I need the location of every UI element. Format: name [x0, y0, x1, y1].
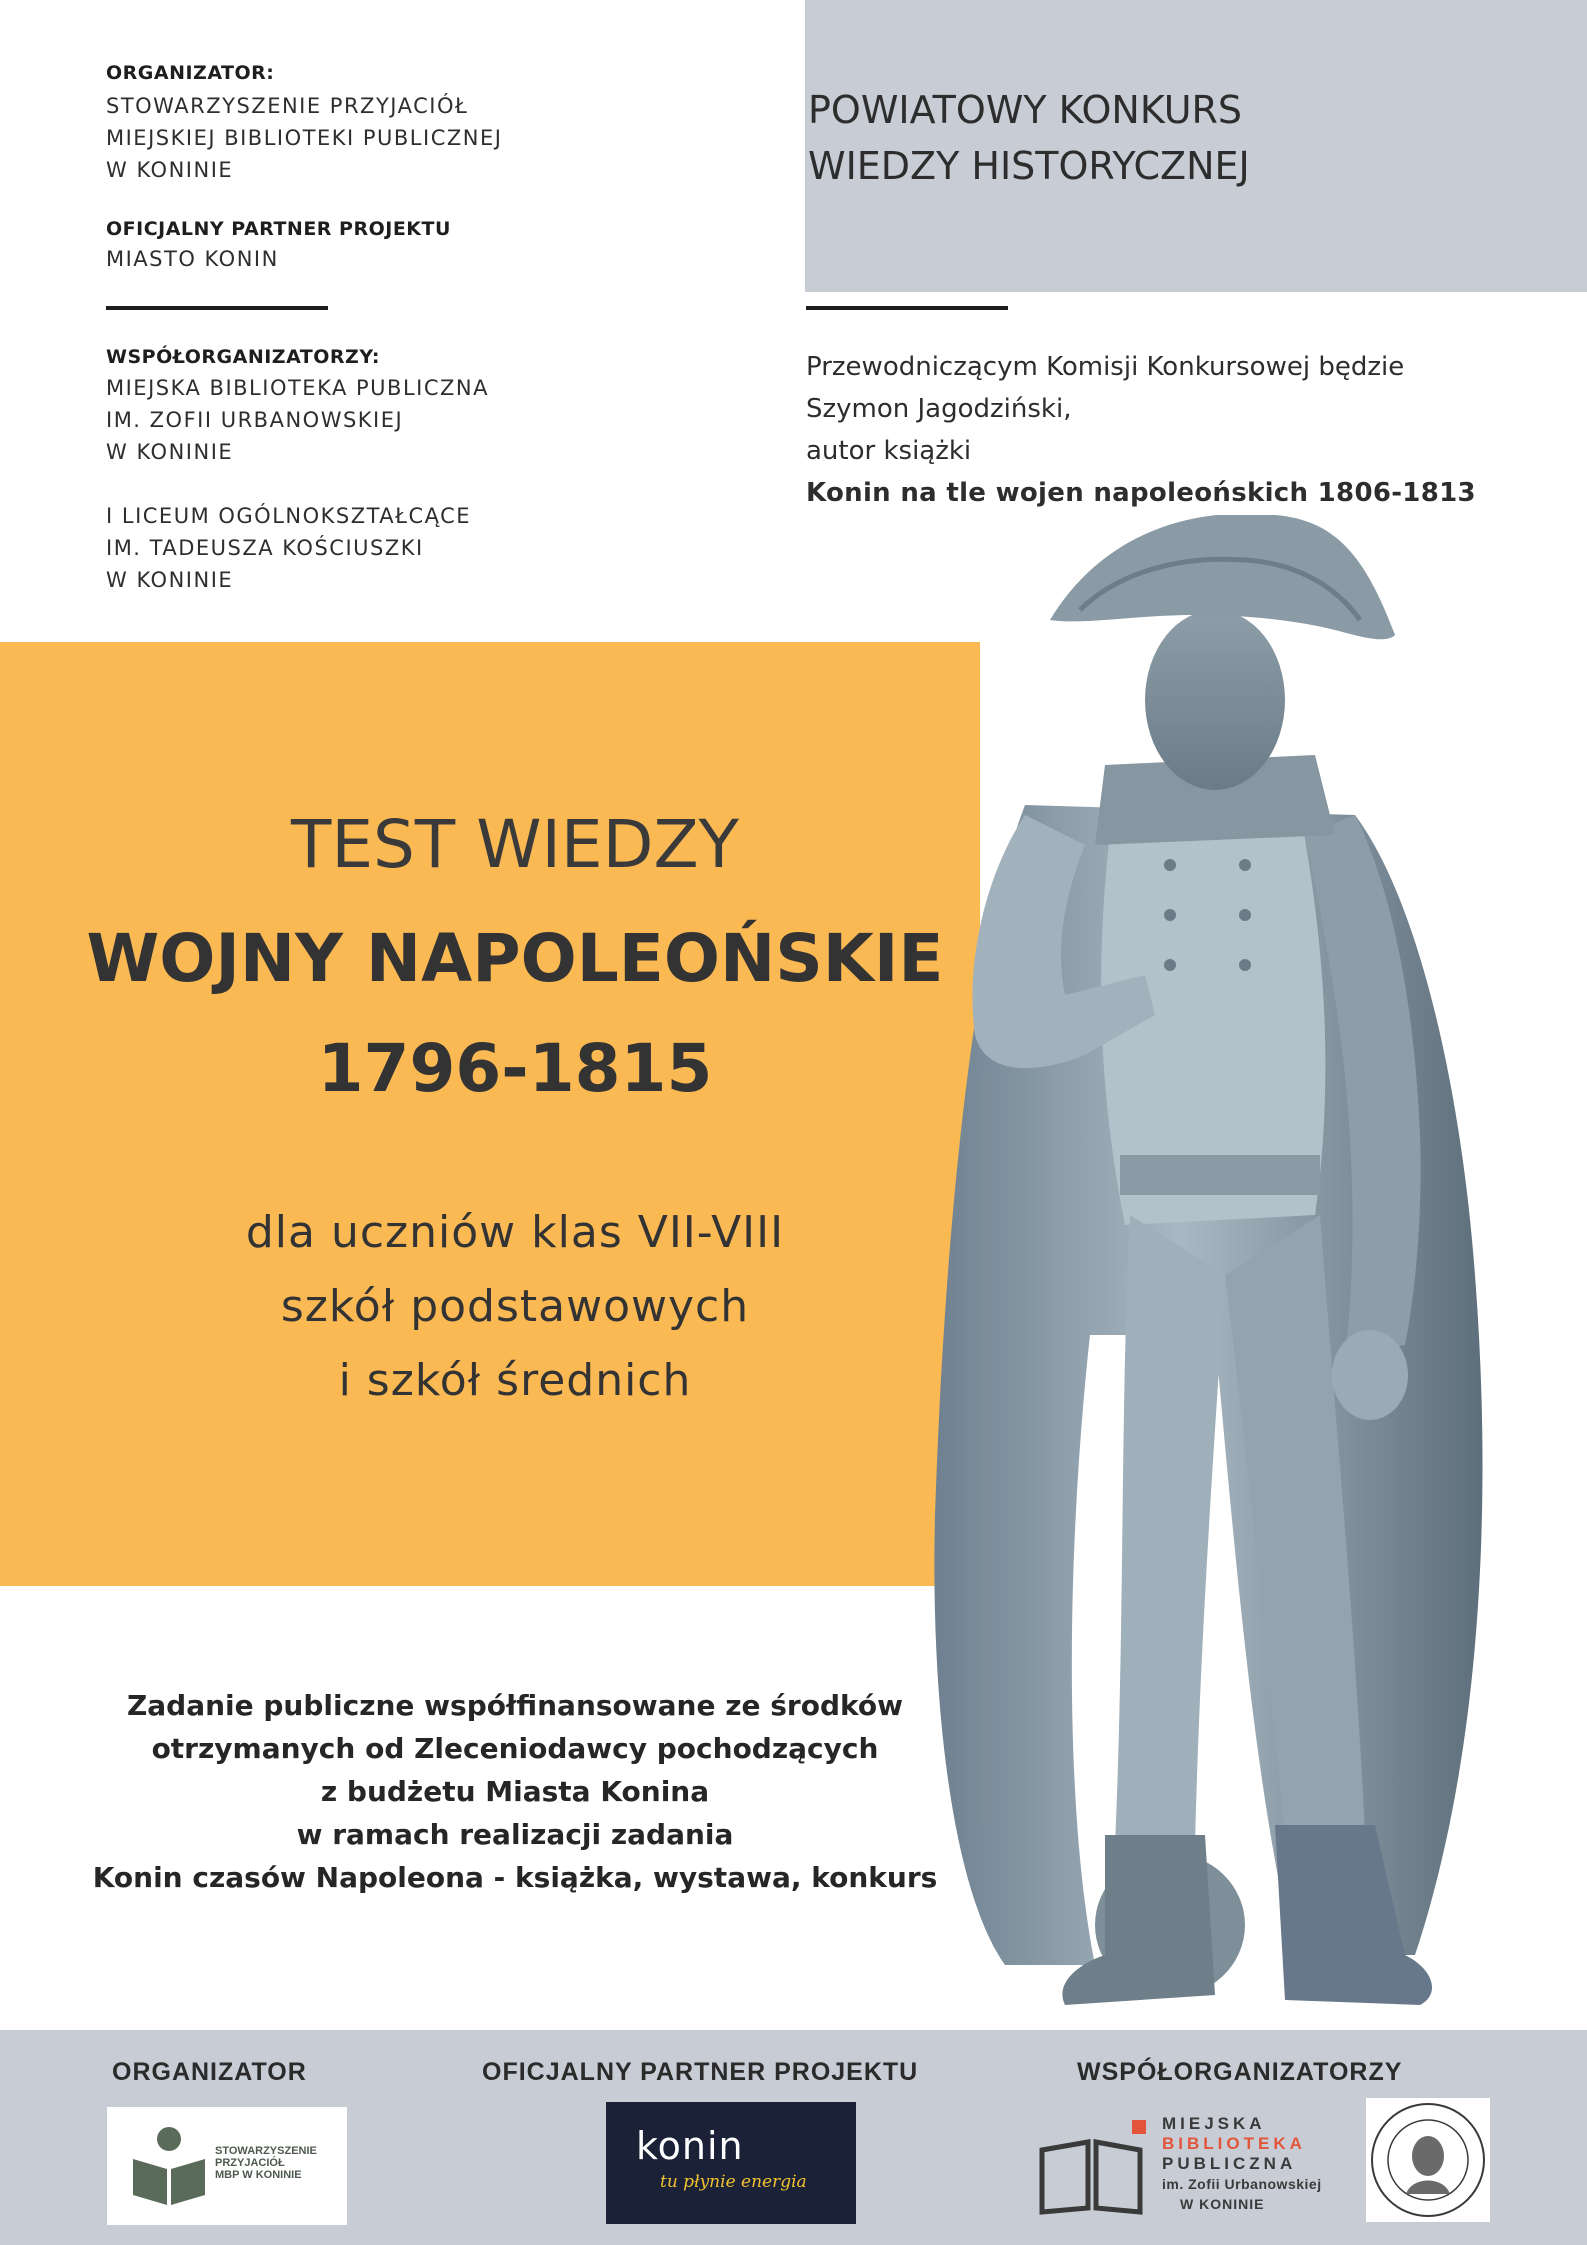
- coorganizer-mbp: [106, 372, 489, 468]
- organizer-line: W KONINIE: [106, 158, 234, 182]
- contest-title: [808, 82, 1250, 194]
- test-label: TEST WIEDZY: [291, 806, 739, 883]
- coorganizer-line: IM. ZOFII URBANOWSKIEJ: [106, 408, 404, 432]
- logo-text-line: W KONINIE: [1180, 2196, 1265, 2212]
- divider: [106, 306, 328, 310]
- footer-partner-label: OFICJALNY PARTNER PROJEKTU: [482, 2058, 919, 2086]
- mbp-logo-text: [1162, 2114, 1322, 2214]
- footer-organizer-label: ORGANIZATOR: [112, 2058, 307, 2086]
- coorganizer-line: I LICEUM OGÓLNOKSZTAŁCĄCE: [106, 504, 472, 528]
- orange-panel: [0, 642, 980, 1586]
- konin-logo-word: konin: [636, 2124, 744, 2168]
- jury-line: Przewodniczącym Komisji Konkursowej będzie: [806, 352, 1405, 382]
- logo-text-line: PUBLICZNA: [1162, 2154, 1297, 2173]
- school-seal-icon: [1366, 2098, 1490, 2222]
- stowarzyszenie-logo-text: [215, 2145, 317, 2181]
- book-reader-icon: [129, 2125, 209, 2207]
- funding-line: otrzymanych od Zleceniodawcy pochodzących: [151, 1732, 879, 1765]
- jury-line: autor książki: [806, 436, 972, 466]
- coorganizer-line: W KONINIE: [106, 568, 234, 592]
- audience: [0, 1196, 1030, 1418]
- funding-line: Konin czasów Napoleona - książka, wystawa, konkurs: [92, 1861, 938, 1894]
- footer-coorganizers-label: WSPÓŁORGANIZATORZY: [1077, 2058, 1403, 2086]
- mbp-logo: [1036, 2102, 1336, 2230]
- coorganizers-label: WSPÓŁORGANIZATORZY:: [106, 346, 381, 368]
- test-years: 1796-1815: [317, 1030, 713, 1107]
- funding-line: z budżetu Miasta Konina: [320, 1775, 710, 1808]
- logo-text-line: STOWARZYSZENIE: [215, 2145, 317, 2157]
- audience-line: dla uczniów klas VII-VIII: [245, 1207, 785, 1258]
- coorganizer-line: IM. TADEUSZA KOŚCIUSZKI: [106, 536, 424, 560]
- logo-text-line: BIBLIOTEKA: [1162, 2134, 1306, 2153]
- funding-line: Zadanie publiczne współfinansowane ze środków: [126, 1689, 903, 1722]
- konin-logo: [606, 2102, 856, 2224]
- logo-text-line: PRZYJACIÓŁ: [215, 2157, 285, 2169]
- organizer-name: [106, 90, 502, 186]
- logo-text-line: MIEJSKA: [1162, 2114, 1266, 2133]
- jury-info: [806, 346, 1476, 514]
- funding-note: [0, 1684, 1030, 1899]
- jury-line: Szymon Jagodziński,: [806, 394, 1072, 424]
- audience-line: i szkół średnich: [338, 1355, 692, 1406]
- lo-seal-logo: [1366, 2098, 1490, 2222]
- contest-title-line: WIEDZY HISTORYCZNEJ: [808, 144, 1250, 188]
- partner-label: OFICJALNY PARTNER PROJEKTU: [106, 218, 451, 240]
- konin-logo-slogan: tu płynie energia: [660, 2172, 807, 2192]
- open-book-icon: [1036, 2120, 1148, 2215]
- organizer-line: MIEJSKIEJ BIBLIOTEKI PUBLICZNEJ: [106, 126, 503, 150]
- coorganizer-line: MIEJSKA BIBLIOTEKA PUBLICZNA: [106, 376, 489, 400]
- logo-text-line: MBP W KONINIE: [215, 2169, 302, 2181]
- stowarzyszenie-logo: [107, 2107, 347, 2225]
- partner-name: MIASTO KONIN: [106, 247, 279, 271]
- coorganizer-lo: [106, 500, 471, 596]
- logo-text-line: im. Zofii Urbanowskiej: [1162, 2176, 1322, 2192]
- coorganizer-line: W KONINIE: [106, 440, 234, 464]
- organizer-label: ORGANIZATOR:: [106, 62, 275, 84]
- organizer-line: STOWARZYSZENIE PRZYJACIÓŁ: [106, 94, 469, 118]
- contest-title-line: POWIATOWY KONKURS: [808, 88, 1243, 132]
- divider: [806, 306, 1008, 310]
- book-title: Konin na tle wojen napoleońskich 1806-1813: [806, 478, 1476, 508]
- audience-line: szkół podstawowych: [280, 1281, 750, 1332]
- test-topic: WOJNY NAPOLEOŃSKIE: [86, 920, 944, 997]
- funding-line: w ramach realizacji zadania: [296, 1818, 734, 1851]
